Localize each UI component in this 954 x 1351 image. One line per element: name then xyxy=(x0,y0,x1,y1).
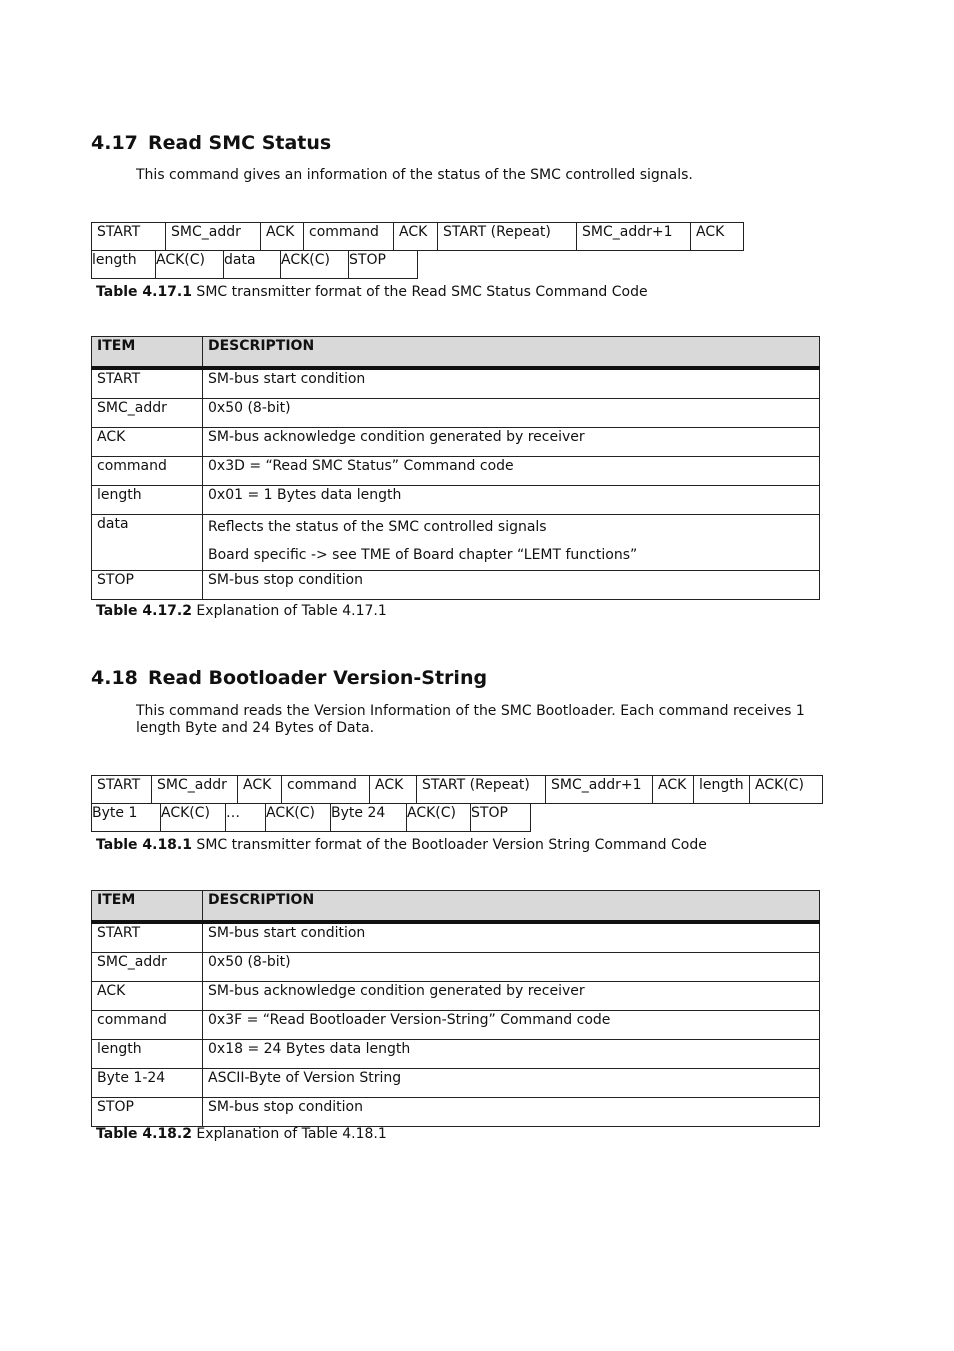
header-item: ITEM xyxy=(92,891,203,923)
frame-cell: START xyxy=(91,775,152,804)
frame-cell: ACK xyxy=(690,222,744,251)
frame-cell: SMC_addr+1 xyxy=(545,775,653,804)
description-cell: 0x3F = “Read Bootloader Version-String” Command code xyxy=(203,1011,820,1040)
description-cell: SM-bus stop condition xyxy=(203,571,820,600)
table-caption xyxy=(96,1126,387,1143)
description-cell: SM-bus acknowledge condition generated by receiver xyxy=(203,982,820,1011)
frame-cell: ACK(C) xyxy=(280,250,349,279)
table-header-row xyxy=(92,891,820,923)
frame-cell: SMC_addr xyxy=(151,775,238,804)
section-number: 4.18 xyxy=(91,667,138,689)
table-row xyxy=(92,457,820,486)
table-header-row xyxy=(92,337,820,369)
description-cell xyxy=(203,515,820,571)
section-title: Read SMC Status xyxy=(148,132,332,154)
description-cell: SM-bus start condition xyxy=(203,922,820,953)
frame-cell: ACK xyxy=(369,775,417,804)
item-cell: STOP xyxy=(92,571,203,600)
frame-cell: ACK(C) xyxy=(749,775,823,804)
caption-label: Table 4.18.2 xyxy=(96,1126,192,1142)
item-cell: START xyxy=(92,922,203,953)
frame-cell: STOP xyxy=(348,250,418,279)
table-row xyxy=(92,922,820,953)
description-cell: 0x50 (8-bit) xyxy=(203,399,820,428)
description-cell: SM-bus start condition xyxy=(203,368,820,399)
table-row xyxy=(92,399,820,428)
frame-format-row-2 xyxy=(91,803,531,832)
frame-cell: length xyxy=(91,250,156,279)
description-cell: 0x3D = “Read SMC Status” Command code xyxy=(203,457,820,486)
item-cell: Byte 1-24 xyxy=(92,1069,203,1098)
table-row xyxy=(92,486,820,515)
table-row xyxy=(92,515,820,571)
header-item: ITEM xyxy=(92,337,203,369)
frame-cell: ACK(C) xyxy=(155,250,224,279)
section-intro: This command reads the Version Information of the SMC Bootloader. Each command receives 1 length Byte and 24 Bytes of Data. xyxy=(136,703,805,736)
caption-text: Explanation of Table 4.17.1 xyxy=(191,603,387,619)
frame-cell: command xyxy=(281,775,370,804)
description-line: Reflects the status of the SMC controlled signals xyxy=(208,519,547,535)
frame-cell: START (Repeat) xyxy=(416,775,546,804)
table-row xyxy=(92,953,820,982)
item-cell: command xyxy=(92,457,203,486)
header-description: DESCRIPTION xyxy=(203,891,820,923)
table-row xyxy=(92,982,820,1011)
section-heading-4-17 xyxy=(91,132,331,154)
description-cell: SM-bus stop condition xyxy=(203,1098,820,1127)
explanation-table-4-18 xyxy=(91,890,820,1127)
caption-label: Table 4.17.2 xyxy=(96,603,192,619)
frame-cell: ACK(C) xyxy=(265,803,331,832)
section-number: 4.17 xyxy=(91,132,138,154)
table-row xyxy=(92,1011,820,1040)
header-description: DESCRIPTION xyxy=(203,337,820,369)
frame-cell: SMC_addr xyxy=(165,222,261,251)
item-cell: ACK xyxy=(92,428,203,457)
description-cell: 0x01 = 1 Bytes data length xyxy=(203,486,820,515)
table-row xyxy=(92,1098,820,1127)
frame-cell: ACK xyxy=(652,775,694,804)
frame-cell: ACK xyxy=(237,775,282,804)
item-cell: STOP xyxy=(92,1098,203,1127)
frame-cell: START (Repeat) xyxy=(437,222,577,251)
frame-format-row-1 xyxy=(91,222,744,251)
table-row xyxy=(92,368,820,399)
item-cell: SMC_addr xyxy=(92,399,203,428)
caption-text: Explanation of Table 4.18.1 xyxy=(191,1126,387,1142)
table-row xyxy=(92,1040,820,1069)
frame-cell: SMC_addr+1 xyxy=(576,222,691,251)
frame-cell: ACK xyxy=(260,222,304,251)
description-cell: ASCII-Byte of Version String xyxy=(203,1069,820,1098)
caption-label: Table 4.18.1 xyxy=(96,837,192,853)
caption-text: SMC transmitter format of the Read SMC Status Command Code xyxy=(191,284,648,300)
frame-cell: Byte 1 xyxy=(91,803,161,832)
description-cell: 0x18 = 24 Bytes data length xyxy=(203,1040,820,1069)
table-caption xyxy=(96,284,648,301)
item-cell: ACK xyxy=(92,982,203,1011)
table-caption xyxy=(96,603,387,620)
item-cell: command xyxy=(92,1011,203,1040)
frame-cell: command xyxy=(303,222,394,251)
caption-label: Table 4.17.1 xyxy=(96,284,192,300)
frame-cell: ACK(C) xyxy=(406,803,471,832)
frame-format-row-1 xyxy=(91,775,823,804)
caption-text: SMC transmitter format of the Bootloader Version String Command Code xyxy=(191,837,707,853)
frame-cell: ACK(C) xyxy=(160,803,226,832)
frame-cell: data xyxy=(223,250,281,279)
item-cell: length xyxy=(92,486,203,515)
table-row xyxy=(92,428,820,457)
table-caption xyxy=(96,837,707,854)
frame-cell: … xyxy=(225,803,266,832)
table-row xyxy=(92,1069,820,1098)
frame-format-row-2 xyxy=(91,250,418,279)
section-intro: This command gives an information of the status of the SMC controlled signals. xyxy=(136,167,693,183)
item-cell: length xyxy=(92,1040,203,1069)
frame-cell: START xyxy=(91,222,166,251)
item-cell: SMC_addr xyxy=(92,953,203,982)
section-title: Read Bootloader Version-String xyxy=(148,667,488,689)
frame-cell: ACK xyxy=(393,222,438,251)
description-cell: SM-bus acknowledge condition generated by receiver xyxy=(203,428,820,457)
item-cell: START xyxy=(92,368,203,399)
table-row xyxy=(92,571,820,600)
frame-cell: Byte 24 xyxy=(330,803,407,832)
section-heading-4-18 xyxy=(91,667,487,689)
description-cell: 0x50 (8-bit) xyxy=(203,953,820,982)
item-cell: data xyxy=(92,515,203,571)
frame-cell: STOP xyxy=(470,803,531,832)
explanation-table-4-17 xyxy=(91,336,820,600)
description-line: Board specific -> see TME of Board chapter “LEMT functions” xyxy=(208,547,638,563)
frame-cell: length xyxy=(693,775,750,804)
